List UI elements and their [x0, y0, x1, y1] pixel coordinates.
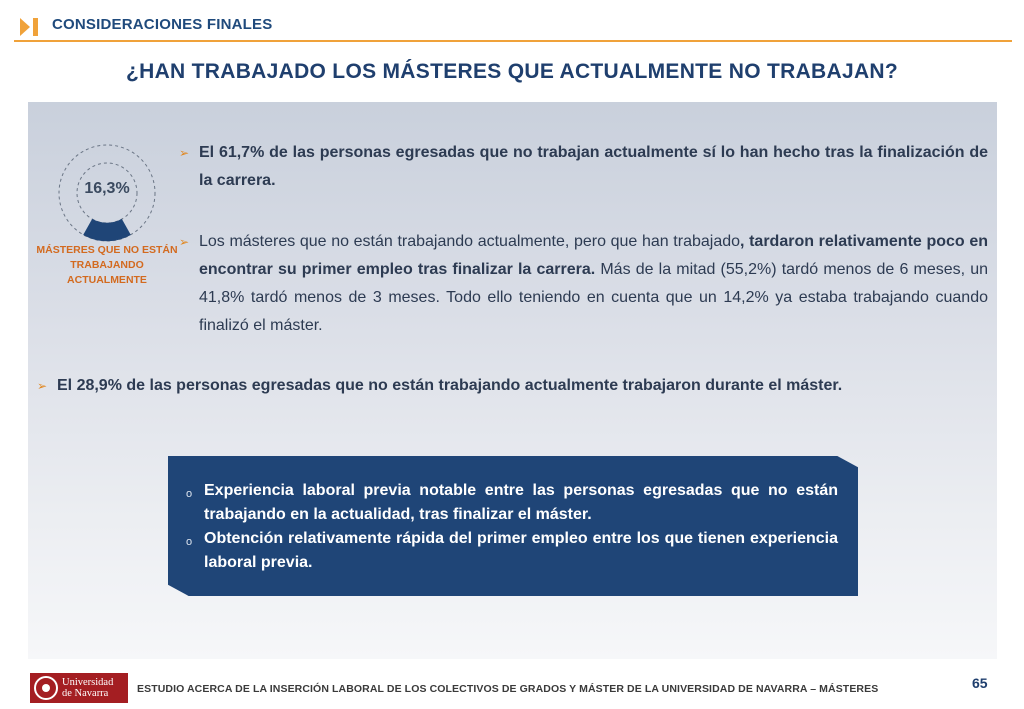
- donut-slice: [83, 219, 130, 241]
- bullet-worked-after-degree: [179, 139, 988, 195]
- page-title: ¿HAN TRABAJADO LOS MÁSTERES QUE ACTUALMENTE NO TRABAJAN?: [125, 60, 899, 83]
- arrow-bullet-icon: ➢: [179, 146, 190, 160]
- donut-caption: MÁSTERES QUE NO ESTÁN TRABAJANDO ACTUALMENTE: [36, 244, 178, 286]
- circle-bullet-icon: o: [186, 488, 193, 500]
- section-header: [14, 8, 1012, 42]
- bullet-text-bold: , tardaron relativamente poco en encontrar su primer empleo tras finalizar la carrera.: [199, 233, 988, 278]
- page-number: 65: [972, 675, 988, 691]
- section-title: CONSIDERACIONES FINALES: [52, 16, 273, 33]
- donut-value-label: 16,3%: [84, 180, 130, 197]
- arrow-bullet-icon: ➢: [37, 379, 48, 393]
- university-logo: [30, 673, 128, 703]
- footer-title: ESTUDIO ACERCA DE LA INSERCIÓN LABORAL DE LOS COLECTIVOS DE GRADOS Y MÁSTER DE LA UNIVERSIDAD DE NAVARRA – MÁSTERES: [137, 683, 879, 695]
- callout-item-text: Obtención relativamente rápida del primer empleo entre los que tienen experiencia laboral previa.: [204, 530, 838, 571]
- bullet-text: El 61,7% de las personas egresadas que no trabajan actualmente sí lo han hecho tras la finalización de la carrera.: [199, 144, 988, 189]
- chevron-right-icon: [18, 15, 42, 39]
- bullet-text: El 28,9% de las personas egresadas que no están trabajando actualmente trabajaron durante el máster.: [57, 377, 843, 394]
- seal-icon: [34, 676, 58, 700]
- callout-item: [186, 527, 838, 575]
- bullet-text-part2: Más de la mitad (55,2%) tardó menos de 6 meses, un 41,8% tardó menos de 3 meses. Todo ello teniendo en cuenta que un 14,2% ya estaba trabajando cuando finalizó el máster.: [199, 261, 989, 334]
- callout-item: [186, 479, 838, 527]
- bullet-text-part1: Los másteres que no están trabajando actualmente, pero que han trabajado: [199, 233, 741, 250]
- bullet-worked-during-master: [37, 372, 997, 400]
- circle-bullet-icon: o: [186, 536, 193, 548]
- logo-text: Universidad de Navarra: [62, 677, 114, 699]
- callout-item-text: Experiencia laboral previa notable entre las personas egresadas que no están trabajando en la actualidad, tras finalizar el máster.: [204, 482, 838, 523]
- arrow-bullet-icon: ➢: [179, 235, 190, 249]
- bullet-time-to-first-job: [179, 228, 989, 340]
